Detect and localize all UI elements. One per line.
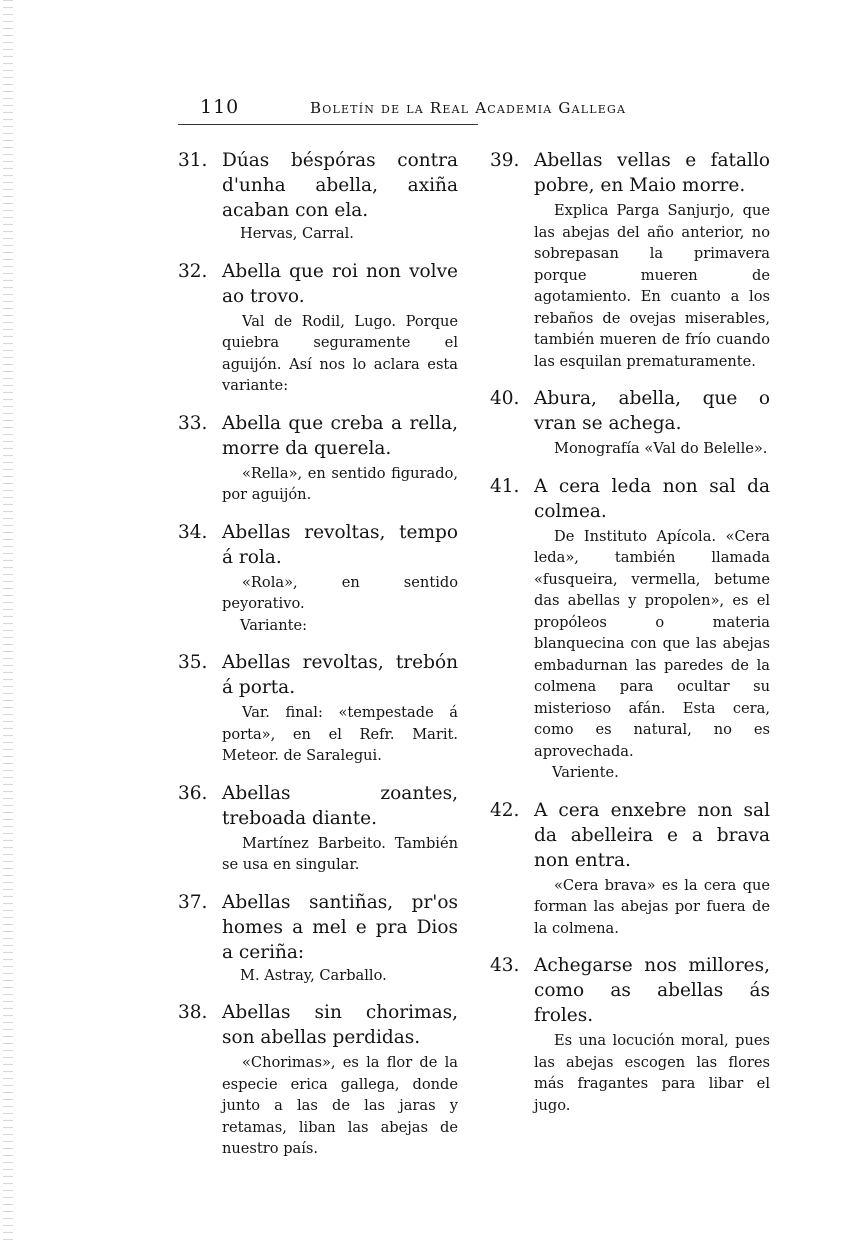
- proverb-text: [178, 148, 458, 223]
- proverb-source: Hervas, Carral.: [240, 225, 354, 242]
- proverb-number: 32.: [178, 260, 208, 282]
- proverb-entry: [178, 411, 458, 506]
- proverb-note: «Rola», en sentido peyorativo.: [222, 573, 458, 612]
- proverb-entry: [490, 148, 770, 372]
- proverb-note: «Rella», en sentido figurado, por aguijón.: [222, 464, 458, 503]
- proverb-note: Es una locución moral, pues las abejas escogen las flores más fragantes para libar el jugo.: [534, 1032, 770, 1114]
- proverb-number: 31.: [178, 150, 208, 171]
- proverb-line: Abellas revoltas, trebón á porta.: [222, 652, 458, 698]
- proverb-text: [178, 1000, 458, 1050]
- proverb-number: 42.: [490, 799, 520, 821]
- left-column: [178, 148, 458, 1174]
- proverb-line: Abellas santiñas, pr'os homes a mel e pra Dios a ceriña:: [222, 891, 458, 963]
- proverb-number: 39.: [490, 150, 520, 171]
- proverb-number: 41.: [490, 475, 520, 497]
- proverb-line: Abella que creba a rella, morre da querela.: [222, 412, 458, 459]
- proverb-line: Abura, abella, que o vran se achega.: [534, 388, 770, 434]
- proverb-note: Martínez Barbeito. También se usa en singular.: [222, 834, 458, 873]
- proverb-text: [490, 474, 770, 524]
- proverb-number: 36.: [178, 782, 208, 804]
- proverb-number: 34.: [178, 521, 208, 543]
- proverb-entry: [490, 474, 770, 784]
- proverb-note: De Instituto Apícola. «Cera leda», también llamada «fusqueira, vermella, betume das abellas y propolen», es el propóleos o materia blanquecina con que las abejas embadurnan las paredes de la colmena para ocultar su misterioso afán. Esta cera, como es natural, no es aprovechada.: [534, 527, 770, 760]
- proverb-text: [178, 520, 458, 570]
- proverb-note: «Cera brava» es la cera que forman las abejas por fuera de la colmena.: [534, 876, 770, 937]
- proverb-line: Abellas vellas e fatallo pobre, en Maio morre.: [534, 150, 770, 196]
- proverb-line: Abellas sin chorimas, son abellas perdidas.: [222, 1002, 458, 1048]
- proverb-text: [178, 650, 458, 700]
- proverb-line: A cera enxebre non sal da abelleira e a brava non entra.: [534, 799, 770, 871]
- proverb-text: [178, 411, 458, 461]
- right-column: [490, 148, 770, 1130]
- proverb-number: 38.: [178, 1002, 208, 1023]
- proverb-line: Abella que roi non volve ao trovo.: [222, 260, 458, 307]
- proverb-variant-label: Variante:: [240, 616, 308, 634]
- proverb-text: [178, 781, 458, 831]
- page-header: [178, 96, 648, 124]
- proverb-text: [490, 798, 770, 873]
- proverb-entry: [178, 259, 458, 397]
- proverb-text: [490, 148, 770, 198]
- proverb-text: [490, 386, 770, 436]
- proverb-note: «Chorimas», es la flor de la especie erica gallega, donde junto a las de las jaras y retamas, liban las abejas de nuestro país.: [222, 1054, 458, 1157]
- proverb-number: 40.: [490, 388, 520, 409]
- binding-edge-marks: [3, 0, 13, 1246]
- proverb-number: 37.: [178, 891, 208, 913]
- header-rule: [178, 124, 478, 125]
- proverb-variant-label: Variente.: [552, 764, 619, 781]
- proverb-entry: [178, 1000, 458, 1160]
- proverb-note: Monografía «Val do Belelle».: [554, 440, 768, 457]
- proverb-entry: [490, 386, 770, 460]
- proverb-line: Abellas revoltas, tempo á rola.: [222, 521, 458, 568]
- proverb-text: [178, 890, 458, 965]
- proverb-line: Achegarse nos millores, como as abellas ás froles.: [534, 955, 770, 1026]
- proverb-entry: [490, 798, 770, 940]
- proverb-note: Explica Parga Sanjurjo, que las abejas del año anterior, no sobrepasan la primavera porque mueren de agotamiento. En cuanto a los rebaños de ovejas miserables, también mueren de frío cuando las esquilan prematuramente.: [534, 202, 770, 370]
- proverb-entry: [178, 650, 458, 767]
- proverb-text: [490, 953, 770, 1028]
- page-number: 110: [200, 96, 240, 118]
- proverb-source: M. Astray, Carballo.: [240, 966, 387, 984]
- proverb-entry: [178, 890, 458, 987]
- proverb-line: A cera leda non sal da colmea.: [534, 475, 770, 522]
- proverb-number: 43.: [490, 955, 520, 976]
- proverb-entry: [490, 953, 770, 1116]
- proverb-entry: [178, 520, 458, 637]
- proverb-text: [178, 259, 458, 309]
- proverb-number: 35.: [178, 652, 208, 673]
- proverb-entry: [178, 148, 458, 245]
- proverb-note: Val de Rodil, Lugo. Porque quiebra seguramente el aguijón. Así nos lo aclara esta variante:: [222, 312, 458, 394]
- proverb-entry: [178, 781, 458, 876]
- proverb-line: Abellas zoantes, treboada diante.: [222, 782, 458, 829]
- running-title: Boletín de la Real Academia Gallega: [310, 99, 627, 117]
- proverb-number: 33.: [178, 412, 208, 434]
- proverb-note: Var. final: «tempestade á porta», en el Refr. Marit. Meteor. de Saralegui.: [222, 704, 458, 764]
- proverb-line: Dúas béspóras contra d'unha abella, axiña acaban con ela.: [222, 150, 458, 221]
